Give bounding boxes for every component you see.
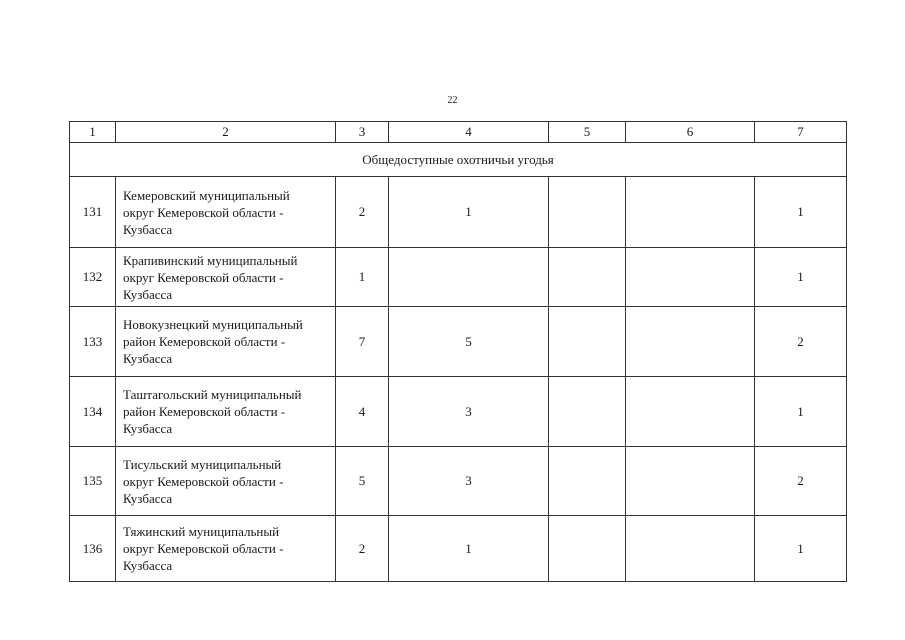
district-name-line: округ Кемеровской области - [123,541,284,556]
cell-col5 [549,377,626,447]
cell-col7: 1 [755,248,847,307]
district-name [116,447,336,516]
district-name [116,377,336,447]
section-title: Общедоступные охотничьи угодья [70,143,847,177]
cell-col3: 7 [336,307,389,377]
data-table [69,121,847,582]
district-name-line: район Кемеровской области - [123,334,286,349]
cell-col7: 1 [755,377,847,447]
district-name-line: Крапивинский муниципальный [123,252,298,268]
district-name-line: округ Кемеровской области - [123,473,284,489]
district-name-line: Кузбасса [123,421,173,436]
row-number: 136 [70,516,116,582]
row-number: 131 [70,177,116,248]
district-name-line: Кузбасса [123,351,173,366]
cell-col5 [549,447,626,516]
district-name [116,516,336,582]
section-row [70,143,847,177]
column-header: 2 [116,122,336,143]
district-name-line: Кемеровский муниципальный [123,187,290,203]
column-header: 1 [70,122,116,143]
cell-col3: 1 [336,248,389,307]
cell-col4: 3 [389,377,549,447]
row-number: 134 [70,377,116,447]
row-number: 133 [70,307,116,377]
district-name [116,177,336,248]
cell-col7: 1 [755,177,847,248]
column-header: 3 [336,122,389,143]
table-row [70,248,847,307]
district-name-line: Кузбасса [123,558,173,573]
column-header: 5 [549,122,626,143]
cell-col5 [549,516,626,582]
district-name-line: Тисульский муниципальный [123,456,282,472]
district-name-line: район Кемеровской области - [123,404,286,419]
cell-col7: 2 [755,447,847,516]
district-name-line: Тяжинский муниципальный [123,524,280,539]
cell-col3: 2 [336,516,389,582]
district-name [116,307,336,377]
district-name-line: Кузбасса [123,221,173,237]
cell-col3: 2 [336,177,389,248]
page-number: 22 [447,95,458,106]
table-row [70,377,847,447]
column-header: 4 [389,122,549,143]
table-row [70,447,847,516]
cell-col3: 4 [336,377,389,447]
district-name-line: округ Кемеровской области - [123,269,284,285]
district-name [116,248,336,307]
cell-col7: 1 [755,516,847,582]
row-number: 132 [70,248,116,307]
district-name-line: Кузбасса [123,490,173,506]
cell-col6 [626,377,755,447]
district-name-line: Кузбасса [123,286,173,302]
cell-col4: 1 [389,516,549,582]
district-name-line: Новокузнецкий муниципальный [123,317,303,332]
column-header: 6 [626,122,755,143]
cell-col5 [549,248,626,307]
column-header: 7 [755,122,847,143]
column-number-row [70,122,847,143]
cell-col6 [626,447,755,516]
cell-col4: 5 [389,307,549,377]
cell-col5 [549,177,626,248]
cell-col6 [626,307,755,377]
cell-col6 [626,248,755,307]
district-name-line: Таштагольский муниципальный [123,387,302,402]
cell-col7: 2 [755,307,847,377]
row-number: 135 [70,447,116,516]
table-row [70,307,847,377]
district-name-line: округ Кемеровской области - [123,204,284,220]
cell-col6 [626,516,755,582]
cell-col4 [389,248,549,307]
table-row [70,177,847,248]
cell-col5 [549,307,626,377]
cell-col4: 3 [389,447,549,516]
cell-col4: 1 [389,177,549,248]
table-row [70,516,847,582]
cell-col6 [626,177,755,248]
cell-col3: 5 [336,447,389,516]
